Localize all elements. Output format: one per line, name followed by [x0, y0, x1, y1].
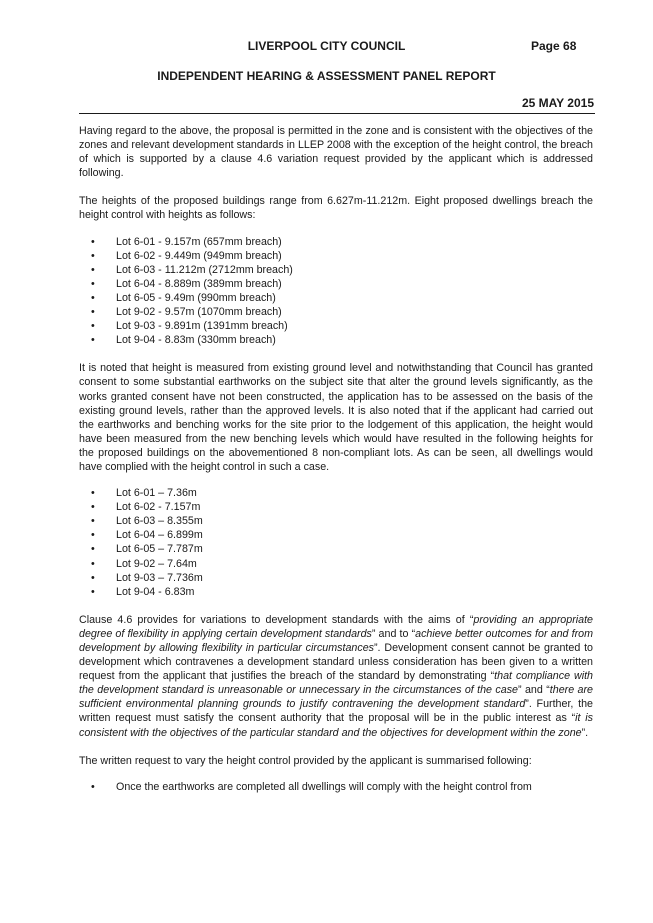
bullet-icon: • [91, 320, 95, 333]
list-item: • Lot 6-04 - 8.889m (389mm breach) [91, 277, 282, 290]
bullet-icon: • [91, 557, 95, 570]
list-item: • Lot 6-04 – 6.899m [91, 529, 203, 542]
council-name: LIVERPOOL CITY COUNCIL [247, 39, 406, 53]
list-item: • Lot 9-03 - 9.891m (1391mm breach) [91, 320, 288, 333]
list-item: • Lot 6-01 – 7.36m [91, 487, 197, 500]
report-date: 25 MAY 2015 [521, 96, 594, 110]
paragraph-clause-4-6: Clause 4.6 provides for variations to development standards with the aims of “providing an appropriate degree of flexibility in applying certain development standards” and to “achieve better outcomes for and from development by allowing flexibility in particular circumstances”. Development consent cannot be granted to development which contravenes a development standard unless consideration has been given to a written request from the applicant that justifies the breach of the standard by demonstrating “that compliance with the development standard is unreasonable or unnecessary in the circumstances of the case” and “there are sufficient environmental planning grounds to justify contravening the development standard”. Further, the written request must satisfy the consent authority that the proposal will be in the public interest as “it is consistent with the objectives of the particular standard and the objectives for development within the zone”. [79, 613, 593, 739]
paragraph-written-request: The written request to vary the height control provided by the applicant is summarised following: [79, 754, 532, 767]
bullet-icon: • [91, 249, 95, 262]
list-item: • Lot 6-01 - 9.157m (657mm breach) [91, 235, 282, 248]
bullet-icon: • [91, 277, 95, 290]
bullet-icon: • [91, 780, 95, 793]
bullet-icon: • [91, 571, 95, 584]
bullet-icon: • [91, 291, 95, 304]
bullet-icon: • [91, 585, 95, 598]
bullet-icon: • [91, 515, 95, 528]
list-item: • Lot 6-03 – 8.355m [91, 515, 203, 528]
page-number: Page 68 [531, 39, 577, 53]
bullet-icon: • [91, 543, 95, 556]
paragraph-heights: The heights of the proposed buildings range from 6.627m-11.212m. Eight proposed dwellings breach the height control with heights as follows: [79, 195, 593, 222]
header-divider [79, 113, 595, 114]
list-item: • Lot 6-02 - 9.449m (949mm breach) [91, 249, 282, 262]
bullet-icon: • [91, 501, 95, 514]
list-item: • Lot 9-04 - 6.83m [91, 585, 195, 598]
report-title: INDEPENDENT HEARING & ASSESSMENT PANEL REPORT [157, 69, 496, 83]
report-body [79, 124, 593, 794]
breach-list [79, 235, 593, 348]
list-item: • Lot 9-03 – 7.736m [91, 571, 203, 584]
bullet-icon: • [91, 306, 95, 319]
list-item: • Lot 9-02 - 9.57m (1070mm breach) [91, 306, 282, 319]
list-item: • Lot 6-05 - 9.49m (990mm breach) [91, 291, 276, 304]
list-item: • Lot 6-03 - 11.212m (2712mm breach) [91, 263, 293, 276]
benched-heights-list [79, 486, 593, 599]
paragraph-zoning: Having regard to the above, the proposal is permitted in the zone and is consistent with the objectives of the zones and relevant development standards in LLEP 2008 with the exception of the height control, the breach of which is supported by a clause 4.6 variation request provided by the applicant which is addressed following. [79, 125, 593, 180]
bullet-icon: • [91, 334, 95, 347]
summary-list [79, 780, 593, 794]
list-item: • Lot 9-04 - 8.83m (330mm breach) [91, 334, 276, 347]
list-item: • Once the earthworks are completed all dwellings will comply with the height control from [91, 780, 532, 793]
list-item: • Lot 6-02 - 7.157m [91, 501, 201, 514]
list-item: • Lot 6-05 – 7.787m [91, 543, 203, 556]
list-item: • Lot 9-02 – 7.64m [91, 557, 197, 570]
bullet-icon: • [91, 263, 95, 276]
bullet-icon: • [91, 487, 95, 500]
bullet-icon: • [91, 529, 95, 542]
paragraph-ground-level: It is noted that height is measured from existing ground level and notwithstanding that Council has granted consent to some substantial earthworks on the subject site that alter the ground levels significantly, as the works granted consent have not been constructed, the application has to be assessed on the basis of the existing ground levels, rather than the approved levels. It is also noted that if the applicant had carried out the earthworks and benching works for the site prior to the lodgement of this application, the height would have been measured from the new benching levels which would have resulted in the following heights for the proposed buildings on the abovementioned 8 non-compliant lots. As can be seen, all dwellings would have complied with the height control in such a case. [79, 362, 593, 473]
bullet-icon: • [91, 235, 95, 248]
